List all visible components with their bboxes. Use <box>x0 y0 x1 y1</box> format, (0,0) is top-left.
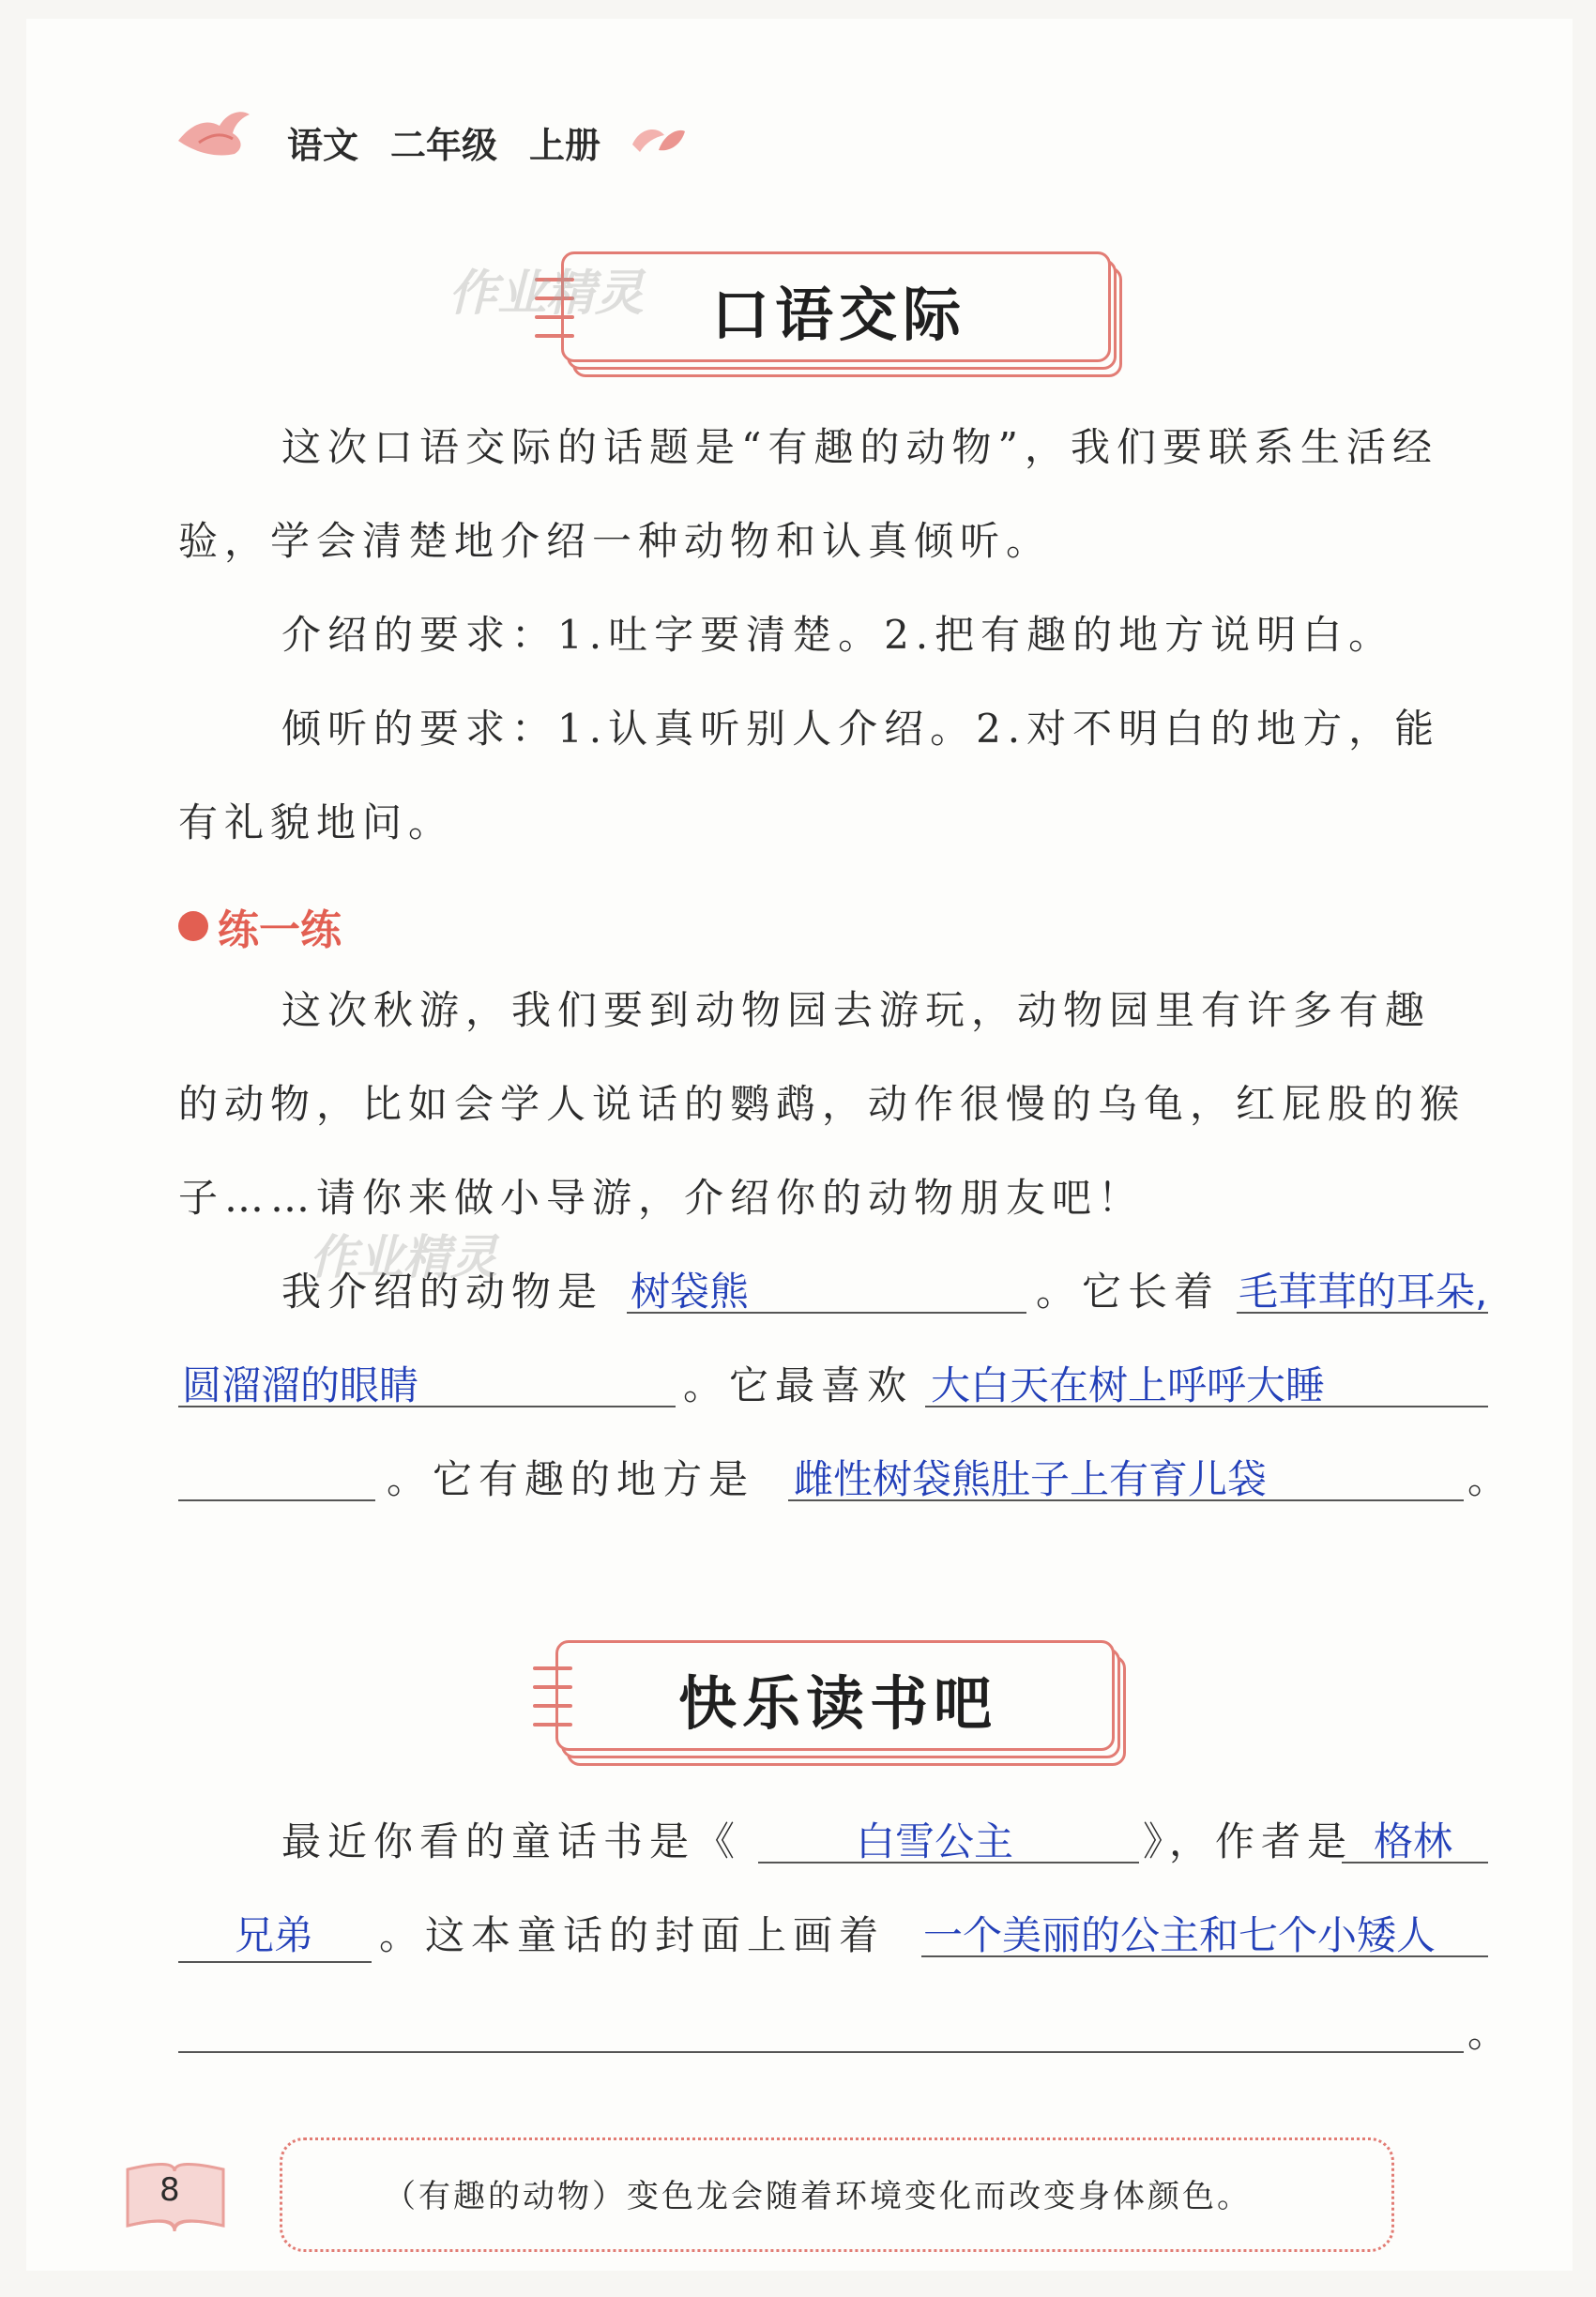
listen-line-2: 有礼貌地问。 <box>178 799 455 845</box>
tip-text: （有趣的动物）变色龙会随着环境变化而改变身体颜色。 <box>384 2178 1252 2215</box>
intro-requirement: 介绍的要求：1.吐字要清楚。2.把有趣的地方说明白。 <box>281 612 1395 658</box>
practice-line-1: 这次秋游，我们要到动物园去游玩，动物园里有许多有趣 <box>281 987 1432 1033</box>
bullet-dot-icon <box>178 911 208 941</box>
leaf-icon <box>631 124 687 156</box>
intro-line-2: 验，学会清楚地介绍一种动物和认真倾听。 <box>178 518 1053 564</box>
listen-line-1: 倾听的要求：1.认真听别人介绍。2.对不明白的地方，能 <box>281 706 1441 752</box>
practice-line-3: 子……请你来做小导游，介绍你的动物朋友吧！ <box>178 1175 1145 1221</box>
watermark-text-2: 作业精灵 <box>310 1230 497 1285</box>
section-title-reading: 快乐读书吧 <box>677 1669 997 1738</box>
reading-text-3: 。这本童话的封面上画着 <box>379 1912 886 1958</box>
section-title: 口语交际 <box>710 281 966 349</box>
bird-icon <box>175 105 253 160</box>
reading-end: 。 <box>1467 2010 1514 2056</box>
fill-prefix-animal: 我介绍的动物是 <box>281 1269 604 1315</box>
blank-likes-cont[interactable] <box>178 1454 375 1501</box>
fill-end: 。 <box>1467 1456 1514 1502</box>
watermark-text: 作业精灵 <box>448 266 645 322</box>
answer-book: 白雪公主 <box>856 1818 1014 1864</box>
answer-author-2: 兄弟 <box>235 1912 314 1958</box>
practice-heading <box>178 896 342 956</box>
answer-author-1: 格林 <box>1374 1818 1453 1864</box>
answer-fun: 雌性树袋熊肚子上有育儿袋 <box>794 1456 1268 1502</box>
intro-line-1: 这次口语交际的话题是“有趣的动物”，我们要联系生活经 <box>281 424 1438 470</box>
fill-mid-fun: 。它有趣的地方是 <box>387 1456 755 1502</box>
answer-looks-2: 圆溜溜的眼睛 <box>182 1362 419 1408</box>
practice-line-2: 的动物，比如会学人说话的鹦鹉，动作很慢的乌龟，红屁股的猴 <box>178 1081 1467 1127</box>
practice-label: 练一练 <box>218 906 342 954</box>
answer-likes: 大白天在树上呼呼大睡 <box>931 1362 1326 1408</box>
answer-animal: 树袋熊 <box>631 1269 750 1315</box>
tip-box <box>280 2137 1394 2252</box>
header-grade: 二年级 <box>390 125 498 166</box>
reading-text-2: 》，作者是 <box>1143 1818 1354 1864</box>
reading-text-1: 最近你看的童话书是《 <box>281 1818 742 1864</box>
header-volume: 上册 <box>529 125 601 166</box>
header-title <box>287 116 632 168</box>
blank-cover-cont[interactable] <box>178 2006 1464 2053</box>
header-subject: 语文 <box>287 125 359 166</box>
fill-mid-likes: 。它最喜欢 <box>683 1362 914 1408</box>
page-number: 8 <box>160 2171 180 2209</box>
page-number-badge <box>120 2158 231 2237</box>
fill-mid-looks: 。它长着 <box>1036 1269 1221 1315</box>
answer-cover: 一个美丽的公主和七个小矮人 <box>923 1912 1436 1958</box>
answer-looks-1: 毛茸茸的耳朵, <box>1239 1269 1488 1315</box>
